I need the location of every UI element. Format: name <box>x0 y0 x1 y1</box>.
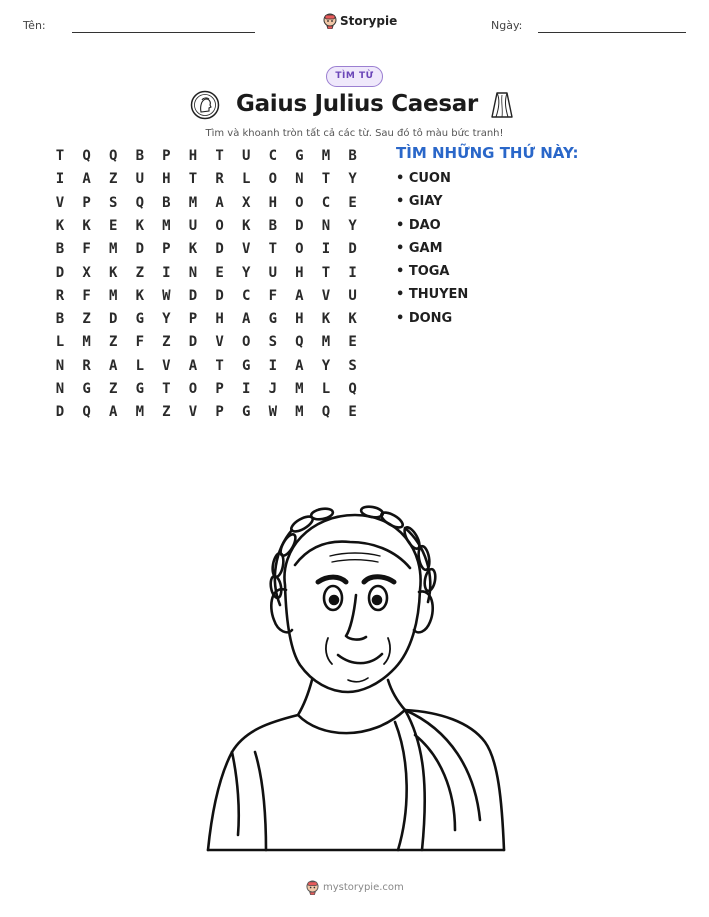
grid-letter[interactable]: N <box>295 171 304 188</box>
grid-letter[interactable]: Y <box>241 264 251 281</box>
grid-letter[interactable]: U <box>241 148 251 164</box>
brand <box>323 13 397 29</box>
grid-letter[interactable]: P <box>162 148 171 164</box>
page-title: Gaius Julius Caesar <box>236 91 478 117</box>
grid-letter[interactable]: K <box>241 217 251 234</box>
grid-letter[interactable]: F <box>268 287 278 304</box>
grid-letter[interactable]: D <box>215 241 224 258</box>
grid-letter[interactable]: Z <box>108 334 118 351</box>
grid-letter[interactable]: A <box>108 357 118 374</box>
grid-letter[interactable]: S <box>268 334 278 351</box>
grid-letter[interactable]: A <box>241 311 251 328</box>
grid-letter[interactable]: Q <box>295 334 304 351</box>
grid-letter[interactable]: R <box>55 287 65 304</box>
brand-name: Storypie <box>340 14 398 28</box>
grid-letter[interactable]: M <box>295 381 304 397</box>
grid-letter[interactable]: P <box>162 241 171 258</box>
grid-letter[interactable]: Z <box>162 404 171 421</box>
grid-letter[interactable]: M <box>108 241 118 258</box>
grid-letter[interactable]: C <box>321 194 331 211</box>
grid-letter[interactable]: H <box>215 311 224 328</box>
grid-letter[interactable]: A <box>295 287 304 304</box>
grid-letter[interactable]: M <box>321 148 331 164</box>
toga-icon <box>488 90 516 120</box>
storypie-logo-icon <box>306 880 319 895</box>
grid-letter[interactable]: F <box>82 287 91 304</box>
grid-letter[interactable]: D <box>295 217 304 234</box>
grid-letter[interactable]: T <box>215 357 224 374</box>
grid-letter[interactable]: H <box>188 148 198 164</box>
grid-letter[interactable]: Z <box>135 264 145 281</box>
grid-letter[interactable]: H <box>295 311 304 328</box>
grid-letter[interactable]: M <box>295 404 304 421</box>
grid-letter[interactable]: R <box>215 171 224 188</box>
grid-letter[interactable]: M <box>135 404 145 421</box>
grid-letter[interactable]: Z <box>82 311 91 328</box>
footer <box>306 880 404 895</box>
grid-letter[interactable]: T <box>321 264 331 281</box>
grid-letter[interactable]: Q <box>82 148 91 164</box>
grid-letter[interactable]: L <box>241 171 251 188</box>
grid-letter[interactable]: A <box>188 357 198 374</box>
grid-letter[interactable]: V <box>188 404 198 421</box>
grid-letter[interactable]: U <box>268 264 278 281</box>
grid-letter[interactable]: K <box>188 241 198 258</box>
grid-letter[interactable]: V <box>321 287 331 304</box>
grid-letter[interactable]: U <box>348 287 357 304</box>
grid-letter[interactable]: Z <box>162 334 171 351</box>
grid-letter[interactable]: V <box>162 357 171 374</box>
grid-letter[interactable]: P <box>188 311 198 328</box>
grid-letter[interactable]: E <box>348 334 357 351</box>
words-list-title: TÌM NHỮNG THỨ NÀY: <box>396 144 579 162</box>
grid-letter[interactable]: R <box>82 357 91 374</box>
grid-letter[interactable]: F <box>135 334 145 351</box>
grid-letter[interactable]: M <box>188 194 198 211</box>
storypie-logo-icon <box>323 13 337 29</box>
grid-letter[interactable]: K <box>135 217 145 234</box>
grid-letter[interactable]: K <box>108 264 118 281</box>
grid-letter[interactable]: W <box>162 287 171 304</box>
word-item: • DAO <box>396 217 441 233</box>
grid-letter[interactable]: A <box>215 194 224 211</box>
grid-letter[interactable]: U <box>188 217 198 234</box>
grid-letter[interactable]: D <box>135 241 145 258</box>
grid-letter[interactable]: H <box>268 194 278 211</box>
date-label: Ngày: <box>491 19 523 32</box>
date-line[interactable] <box>538 32 686 33</box>
grid-letter[interactable]: K <box>55 217 65 234</box>
grid-letter[interactable]: Y <box>321 357 331 374</box>
grid-letter[interactable]: K <box>82 217 91 234</box>
grid-letter[interactable]: N <box>321 217 331 234</box>
grid-letter[interactable]: E <box>348 194 357 211</box>
grid-letter[interactable]: Z <box>108 171 118 188</box>
grid-letter[interactable]: Z <box>108 381 118 397</box>
word-item: • TOGA <box>396 264 450 280</box>
grid-letter[interactable]: T <box>215 148 224 164</box>
grid-letter[interactable]: H <box>162 171 171 188</box>
grid-letter[interactable]: E <box>348 404 357 421</box>
grid-letter[interactable]: I <box>55 171 65 188</box>
grid-letter[interactable]: O <box>215 217 224 234</box>
word-list <box>396 171 468 334</box>
instructions: Tìm và khoanh tròn tất cả các từ. Sau đó tô màu bức tranh! <box>205 128 504 139</box>
grid-letter[interactable]: G <box>82 381 91 397</box>
category-badge: TÌM TỪ <box>326 66 383 87</box>
grid-letter[interactable]: S <box>348 357 357 374</box>
grid-letter[interactable]: E <box>108 217 118 234</box>
grid-letter[interactable]: L <box>135 357 145 374</box>
grid-letter[interactable]: V <box>215 334 224 351</box>
grid-letter[interactable]: K <box>321 311 331 328</box>
grid-letter[interactable]: P <box>215 381 224 397</box>
grid-letter[interactable]: Q <box>108 148 118 164</box>
footer-url: mystorypie.com <box>323 882 404 893</box>
grid-letter[interactable]: Q <box>82 404 91 421</box>
name-line[interactable] <box>72 32 255 33</box>
word-item: • GIAY <box>396 194 443 210</box>
grid-letter[interactable]: H <box>295 264 304 281</box>
grid-letter[interactable]: M <box>82 334 91 351</box>
grid-letter[interactable]: G <box>241 404 251 421</box>
grid-letter[interactable]: E <box>215 264 224 281</box>
grid-letter[interactable]: T <box>162 381 171 397</box>
coin-portrait-icon <box>190 90 220 120</box>
grid-letter[interactable]: V <box>241 241 251 258</box>
grid-letter[interactable]: W <box>268 404 278 421</box>
grid-letter[interactable]: G <box>268 311 278 328</box>
grid-letter[interactable]: F <box>82 241 91 258</box>
grid-letter[interactable]: G <box>135 381 145 397</box>
grid-letter[interactable]: L <box>55 334 65 351</box>
grid-letter[interactable]: K <box>348 311 357 328</box>
grid-letter[interactable]: O <box>188 381 198 397</box>
grid-letter[interactable]: I <box>162 264 171 281</box>
grid-letter[interactable]: U <box>135 171 145 188</box>
grid-letter[interactable]: A <box>108 404 118 421</box>
grid-letter[interactable]: D <box>55 404 65 421</box>
grid-letter[interactable]: I <box>321 241 331 258</box>
grid-letter[interactable]: X <box>241 194 251 211</box>
grid-letter[interactable]: L <box>321 381 331 397</box>
grid-letter[interactable]: G <box>241 357 251 374</box>
grid-letter[interactable]: N <box>55 381 65 397</box>
grid-letter[interactable]: T <box>55 148 65 164</box>
grid-letter[interactable]: G <box>295 148 304 164</box>
grid-letter[interactable]: V <box>55 194 65 211</box>
grid-letter[interactable]: O <box>241 334 251 351</box>
grid-letter[interactable]: T <box>268 241 278 258</box>
grid-letter[interactable]: T <box>321 171 331 188</box>
grid-letter[interactable]: Y <box>348 217 357 234</box>
grid-letter[interactable]: B <box>55 241 65 258</box>
grid-letter[interactable]: S <box>108 194 118 211</box>
grid-letter[interactable]: Y <box>348 171 357 188</box>
grid-letter[interactable]: D <box>55 264 65 281</box>
grid-letter[interactable]: P <box>82 194 91 211</box>
grid-letter[interactable]: K <box>135 287 145 304</box>
grid-letter[interactable]: A <box>295 357 304 374</box>
name-label: Tên: <box>23 19 46 32</box>
grid-letter[interactable]: B <box>268 217 278 234</box>
grid-letter[interactable]: N <box>55 357 65 374</box>
grid-letter[interactable]: B <box>135 148 145 164</box>
grid-letter[interactable]: O <box>295 241 304 258</box>
grid-letter[interactable]: M <box>108 287 118 304</box>
grid-letter[interactable]: Q <box>321 404 331 421</box>
grid-letter[interactable]: D <box>108 311 118 328</box>
grid-letter[interactable]: O <box>295 194 304 211</box>
grid-letter[interactable]: I <box>241 381 251 397</box>
grid-letter[interactable]: Q <box>135 194 145 211</box>
word-item: • DONG <box>396 310 453 326</box>
julius-caesar-coloring-illustration <box>200 490 510 855</box>
word-item: • CUON <box>396 171 451 186</box>
grid-letter[interactable]: B <box>55 311 65 328</box>
grid-letter[interactable]: P <box>215 404 224 421</box>
grid-letter[interactable]: M <box>321 334 331 351</box>
grid-letter[interactable]: B <box>348 148 357 164</box>
word-item: • GAM <box>396 240 443 256</box>
grid-letter[interactable]: O <box>268 171 278 188</box>
grid-letter[interactable]: D <box>348 241 357 258</box>
grid-letter[interactable]: D <box>188 334 198 351</box>
grid-letter[interactable]: Y <box>162 311 171 328</box>
grid-letter[interactable]: N <box>188 264 198 281</box>
grid-letter[interactable]: T <box>188 171 198 188</box>
grid-letter[interactable]: Q <box>348 381 357 397</box>
grid-letter[interactable]: M <box>162 217 171 234</box>
grid-letter[interactable]: X <box>82 264 91 281</box>
word-item: • THUYEN <box>396 287 469 303</box>
grid-letter[interactable]: B <box>162 194 171 211</box>
grid-letter[interactable]: D <box>215 287 224 304</box>
grid-letter[interactable]: D <box>188 287 198 304</box>
grid-letter[interactable]: I <box>268 357 278 374</box>
grid-letter[interactable]: G <box>135 311 145 328</box>
grid-letter[interactable]: I <box>348 264 357 281</box>
grid-letter[interactable]: C <box>268 148 278 164</box>
grid-letter[interactable]: A <box>82 171 91 188</box>
grid-letter[interactable]: J <box>268 381 278 397</box>
grid-letter[interactable]: C <box>241 287 251 304</box>
